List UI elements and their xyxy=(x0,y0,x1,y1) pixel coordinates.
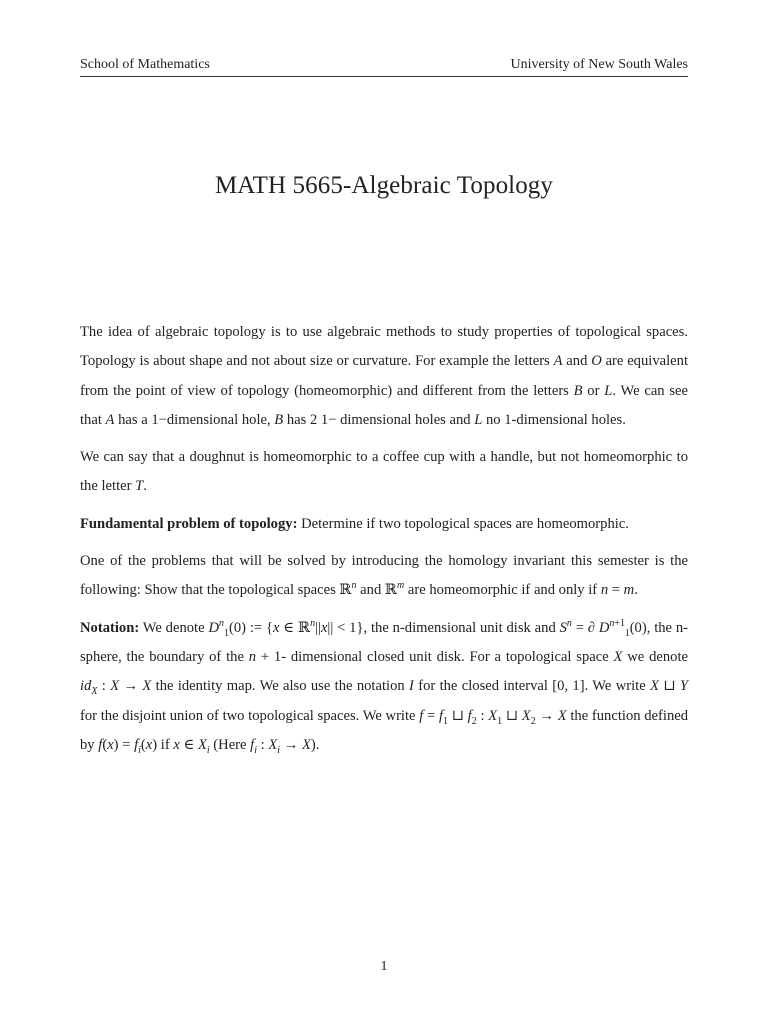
paragraph-homology: One of the problems that will be solved by introducing the homology invariant this semester is the following: Show that the topological spaces ℝ$^n$ and ℝ$^m$ are homeomorphic if and only if n = m. xyxy=(80,553,688,599)
fundamental-problem-text: Determine if two topological spaces are homeomorphic. xyxy=(297,515,629,532)
paragraph-intro: The idea of algebraic topology is to use algebraic methods to study properties of topological spaces. Topology is about shape and not about size or curvature. For example the letters A and O are equivalent from the point of view of topology (homeomorphic) and different from the letters B or L. We can see that A has a 1−dimensional hole, B has 2 1− dimensional holes and L no 1-dimensional holes. xyxy=(80,324,688,428)
document-title: MATH 5665-Algebraic Topology xyxy=(214,172,554,199)
notation-label: Notation: xyxy=(80,619,140,636)
header-left: School of Mathematics xyxy=(80,57,210,72)
paragraph-notation: Notation: We denote $D^n_1(0)$ := {x ∈ ℝ$^n$||x|| < 1}, the n-dimensional unit disk and $S^n$ = ∂ $D^{n+1}_1(0)$, the n-sphere, the boundary of the n + 1- dimensional closed unit disk. For a topological space X we denote $id_X$ : X → X the identity map. We also use the notation I for the closed interval [0, 1]. We write X ⊔ Y for the disjoint union of two topological spaces. We write $f = f_1$ ⊔ $f_2$ : $X_1$ ⊔ $X_2 \to X$ the function defined by $f(x) = f_i(x)$ if x ∈ $X_i$ (Here $f_i$ : $X_i \to X$). xyxy=(80,617,689,756)
page-number: 1 xyxy=(380,959,388,974)
header-rule xyxy=(80,76,688,77)
document-body xyxy=(80,318,688,768)
page-header xyxy=(80,57,688,75)
fundamental-problem-label: Fundamental problem of topology: xyxy=(80,515,298,532)
header-right: University of New South Wales xyxy=(510,57,688,72)
paragraph-fundamental-problem xyxy=(80,510,688,539)
paragraph-doughnut: We can say that a doughnut is homeomorphic to a coffee cup with a handle, but not homeomorphic to the letter T. xyxy=(80,449,688,495)
